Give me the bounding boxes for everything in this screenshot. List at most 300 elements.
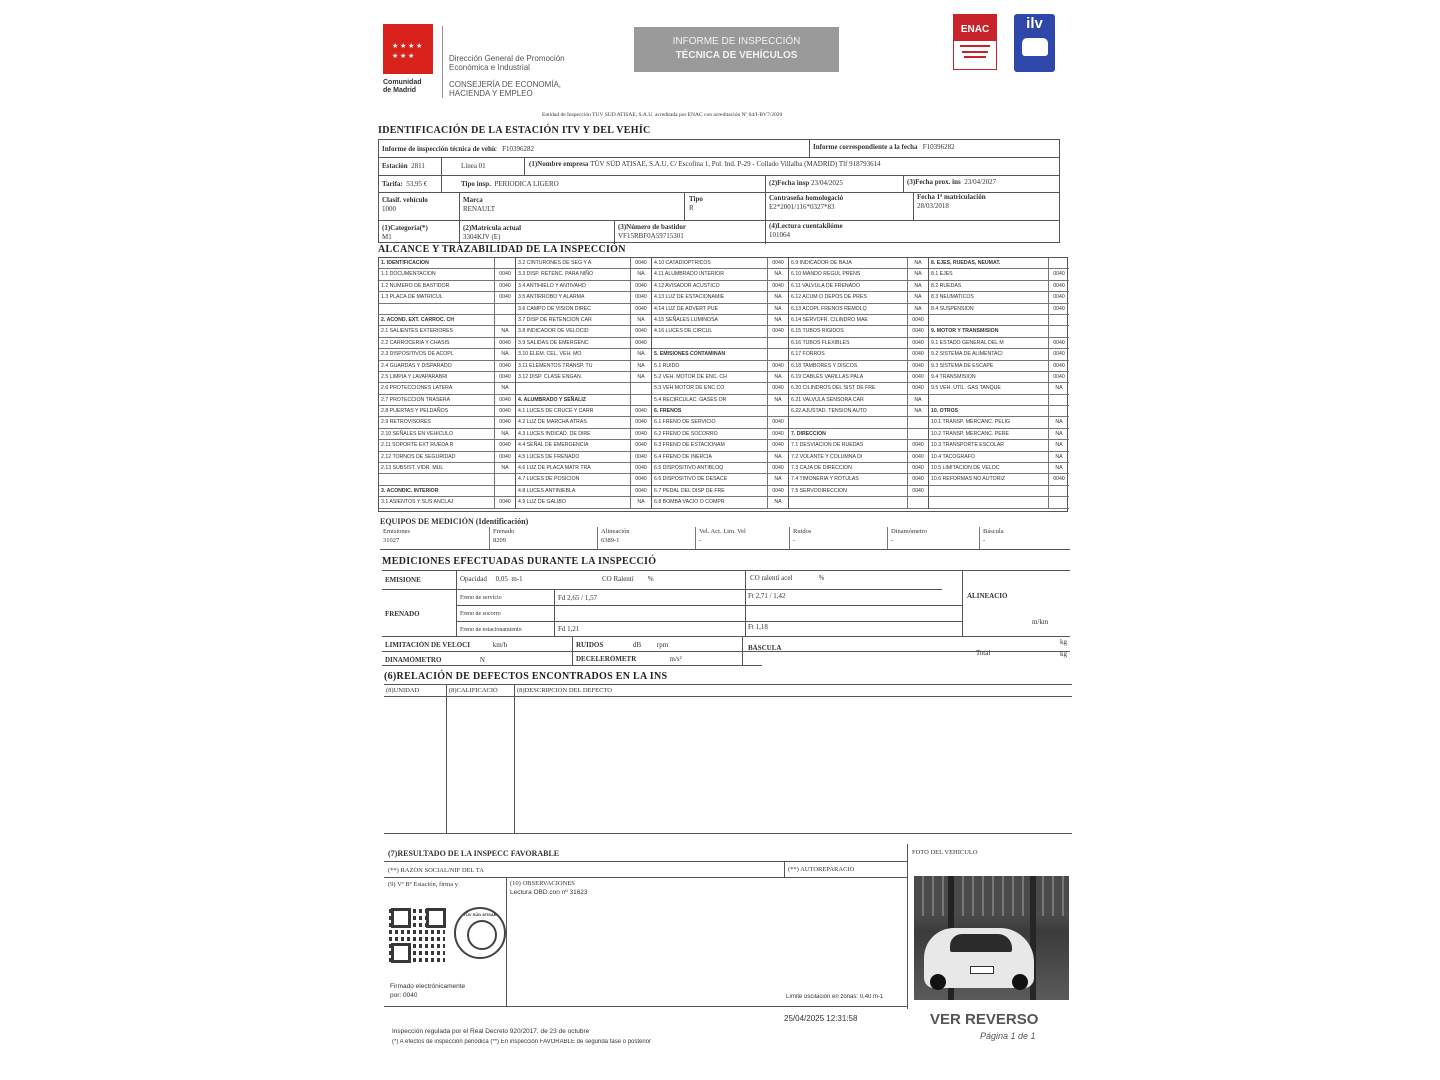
scope-item (929, 349, 1069, 360)
star-icon: ★ (400, 52, 407, 60)
scope-item-inspector: 0040 (630, 338, 651, 348)
star-icon: ★ (392, 42, 399, 50)
enac-logo: ENAC (953, 14, 997, 70)
scope-item-inspector: 0040 (630, 474, 651, 484)
scope-group-header (652, 406, 788, 417)
directorate-name: Dirección General de Promoción Económica e Industrial (449, 54, 565, 72)
scope-item-label: 5.2 VEH. MOTOR DE ENC. CH (654, 373, 727, 380)
scope-item-label: 3.3 DISP. RETENC. PARA NIÑO (518, 271, 594, 278)
scope-item-label: 9.4 TRANSMISION (931, 373, 976, 380)
equipment-label: Dinamómetro (891, 528, 928, 535)
scope-item-inspector: 0040 (1048, 304, 1069, 314)
scope-item-label: 4.7 LUCES DE POSICION (518, 476, 580, 483)
scope-item-inspector: 0040 (630, 440, 651, 450)
equipment-section-title: EQUIPOS DE MEDICIÓN (Identificación) (380, 517, 529, 526)
scope-item-label (929, 486, 1048, 496)
scope-item-inspector: NA (767, 315, 788, 325)
scope-item-inspector: 0040 (1048, 281, 1069, 291)
scope-item-inspector: NA (907, 304, 928, 314)
scope-item (652, 417, 788, 428)
identification-section-title: IDENTIFICACIÓN DE LA ESTACIÓN ITV Y DEL VEHÍC (378, 125, 651, 136)
scope-item-inspector: 0040 (767, 361, 788, 371)
next-inspection-date: 23/04/2027 (964, 178, 997, 186)
scope-item (516, 440, 651, 451)
scope-item-label: 8. EJES, RUEDAS, NEUMAT. (931, 260, 1001, 266)
scope-item-label: 6.10 MANDO REGUL PRENS (791, 271, 861, 278)
scope-item-inspector (767, 338, 788, 348)
scope-item-inspector: NA (630, 315, 651, 325)
report-title-box (634, 27, 839, 72)
scope-item-inspector: 0040 (907, 315, 928, 325)
scope-section-title: ALCANCE Y TRAZABILIDAD DE LA INSPECCIÓN (378, 244, 626, 255)
scope-item (379, 338, 515, 349)
scope-item-label: 6.16 TUBOS FLEXIBLES (791, 339, 850, 346)
scope-item-inspector (1048, 326, 1069, 336)
scope-item-label: 7.3 CAJA DE DIRECCION (791, 465, 852, 472)
scope-item-label: 3.9 SALIDAS DE EMERGENC (518, 339, 589, 346)
scope-item-label: 4.15 SEÑALES LUMINOSA (654, 316, 719, 323)
scope-item-inspector: NA (1048, 463, 1069, 473)
scope-item (652, 281, 788, 292)
ministry-name: CONSEJERÍA DE ECONOMÍA, HACIENDA Y EMPLEO (449, 80, 562, 98)
scope-item-label: 6.1 FRENO DE SERVICIO (654, 419, 716, 426)
star-icon: ★ (400, 42, 407, 50)
scope-item (652, 474, 788, 485)
scope-item (516, 417, 651, 428)
scope-item-label: 2.6 PROTECCIONES LATERA (381, 385, 453, 392)
equipment-label: Ruidos (793, 528, 812, 535)
scope-item (379, 429, 515, 440)
scope-item-inspector: 0040 (630, 429, 651, 439)
scope-item (789, 497, 928, 508)
scope-item (789, 452, 928, 463)
scope-item (789, 406, 928, 417)
observations-value: Lectura OBD.con nº 31623 (510, 889, 588, 896)
star-icon: ★ (416, 42, 423, 50)
scope-item-inspector: NA (494, 383, 515, 393)
scope-item (379, 452, 515, 463)
scope-item-inspector: 0040 (494, 440, 515, 450)
scope-item-label: 7.4 TIMONERIA Y ROTULAS (791, 476, 859, 483)
scope-item (516, 497, 651, 508)
scope-item (929, 497, 1069, 508)
regulation-note: Inspección regulada por el Real Decreto 920/2017, de 23 de octubre (392, 1028, 590, 1035)
scope-item (652, 429, 788, 440)
equipment-value: 6389-1 (601, 537, 620, 544)
scope-item-label: 6.20 CILINDROS DEL SIST DE FRE (791, 385, 876, 392)
scope-item-inspector: 0040 (1048, 372, 1069, 382)
scope-item (929, 269, 1069, 280)
scope-item-inspector: NA (767, 372, 788, 382)
scope-column (379, 258, 516, 509)
scope-item-inspector: 0040 (494, 269, 515, 279)
report-title-line-2: TÉCNICA DE VEHÍCULOS (675, 50, 798, 61)
equipment-cell (490, 527, 598, 549)
service-brake-rear: Ft 2,71 / 1,42 (748, 592, 786, 600)
scope-column (789, 258, 929, 509)
scope-item-label: 2. ACOND. EXT. CARROC. CH (381, 316, 455, 323)
scope-item-label: 6.12 ACUM O DEPOS DE PRES (791, 294, 867, 301)
scope-item-label: 4.10 CATADIOPTRICOS (654, 260, 711, 266)
company-info: TÜV SÜD ATISAE, S.A.U. C/ Escofina 1, Pol. Ind. P-29 - Collado Villalba (MADRID) Tlf 918793614 (590, 160, 881, 168)
scope-item-label: 1.3 PLACA DE MATRICUL (381, 294, 443, 301)
scope-item (652, 440, 788, 451)
scope-item-label (379, 474, 494, 484)
scope-group-header (929, 406, 1069, 417)
scope-column (652, 258, 789, 509)
scope-item (789, 349, 928, 360)
page-number: Página 1 de 1 (980, 1031, 1036, 1041)
equipment-cell (888, 527, 980, 549)
scope-item-inspector: NA (630, 372, 651, 382)
scope-item-label: 6.7 PEDAL DEL DISP DE FRE (654, 487, 725, 494)
scope-item-inspector: 0040 (630, 292, 651, 302)
scope-item-inspector: 0040 (907, 452, 928, 462)
scope-item-inspector (1048, 486, 1069, 496)
scope-group-header (379, 315, 515, 326)
scope-item (929, 452, 1069, 463)
vin-number: VF15RBF0A59715301 (618, 232, 684, 240)
scope-item (789, 474, 928, 485)
scope-item-inspector: NA (630, 361, 651, 371)
scope-item (379, 463, 515, 474)
scope-group-header (789, 429, 928, 440)
license-plate: 3304KJV (E) (463, 233, 501, 241)
scope-item-inspector: 0040 (1048, 474, 1069, 484)
scope-item-label: 9.3 SISTEMA DE ESCAPE (931, 362, 994, 369)
scope-item (652, 452, 788, 463)
scope-item-label: 7.1 DESVIACION DE RUEDAS (791, 442, 864, 449)
scope-item-inspector: 0040 (907, 463, 928, 473)
scope-item-label: 2.1 SALIENTES EXTERIORES (381, 328, 454, 335)
scope-item-label: 8.1 EJES (931, 271, 953, 278)
scope-item-inspector: 0040 (767, 463, 788, 473)
parking-brake-rear: Ft 1,18 (748, 623, 768, 631)
scope-item-inspector: NA (494, 349, 515, 359)
equipment-label: Báscula (983, 528, 1004, 535)
scope-item (929, 281, 1069, 292)
scope-item-label: 3.12 DISP. CLASE ENGAN. (518, 373, 583, 380)
equipment-cell (696, 527, 790, 549)
scope-item-label: 4.13 LUZ DE ESTACIONAMIE (654, 294, 725, 301)
scope-item (516, 269, 651, 280)
scope-item-label: 3.4 ANTIHIELO Y ANTIVAHO (518, 282, 586, 289)
scope-item-label: 9. MOTOR Y TRANSMISION (931, 328, 999, 335)
scope-item (652, 497, 788, 508)
scope-item-label: 1. IDENTIFICACION (381, 260, 429, 266)
scope-item-label (789, 497, 907, 507)
scope-item-inspector: NA (767, 452, 788, 462)
scope-item-label: 8.4 SUSPENSION (931, 305, 974, 312)
scope-item-inspector: NA (494, 429, 515, 439)
scope-group-header (379, 258, 515, 269)
scope-item-label: 6.17 FORROS (791, 351, 825, 358)
scope-item (789, 361, 928, 372)
scope-item-inspector: 0040 (1048, 338, 1069, 348)
scope-item-inspector (494, 474, 515, 484)
scope-item-label: 5. EMISIONES CONTAMINAN (654, 351, 726, 358)
scope-item-label: 3.1 ASIENTOS Y SUS ANCLAJ (381, 499, 454, 506)
scope-item-inspector: 0040 (494, 452, 515, 462)
scope-item-inspector (1048, 315, 1069, 325)
scope-item-label (929, 315, 1048, 325)
scope-item (516, 258, 651, 269)
scope-item-label: 7.2 VOLANTE Y COLUMNA DI (791, 453, 863, 460)
scope-item-label: 3.7 DISP DE RETENCION CAR (518, 316, 592, 323)
scope-item-label: 2.8 PUERTAS Y PELDAÑOS (381, 408, 449, 415)
equipment-cell (380, 527, 490, 549)
scope-column (929, 258, 1069, 509)
scope-item-label: 6.19 CABLES VARILLAS PALA (791, 373, 864, 380)
scope-item-label (929, 497, 1048, 507)
scope-item-inspector: 0040 (767, 440, 788, 450)
equipment-cell (598, 527, 696, 549)
scope-item-label: 4.5 LUCES DE FRENADO (518, 453, 580, 460)
scope-item-label: 10.4 TACOGRAFO (931, 453, 975, 460)
scope-item (929, 463, 1069, 474)
scope-item-inspector: NA (1048, 440, 1069, 450)
scope-item-inspector (494, 258, 515, 268)
scope-item-inspector: 0040 (494, 395, 515, 405)
scope-item-inspector: 0040 (907, 338, 928, 348)
issue-timestamp: 25/04/2025 12:31:58 (784, 1014, 858, 1023)
scope-item-inspector: 0040 (494, 497, 515, 507)
scope-item (789, 395, 928, 406)
scope-item (652, 304, 788, 315)
scope-item-inspector: NA (1048, 452, 1069, 462)
equipment-label: Emisiones (383, 528, 411, 535)
scope-item-inspector: NA (907, 395, 928, 405)
inspection-date: 23/04/2025 (811, 179, 843, 187)
scope-item-inspector: 0040 (907, 372, 928, 382)
scope-item-inspector: NA (907, 406, 928, 416)
scope-item-label: 4.2 LUZ DE MARCHA ATRAS (518, 419, 587, 426)
scope-item (789, 269, 928, 280)
scope-item (789, 338, 928, 349)
scope-item-label: 5.4 RECIRCULAC. GASES OR (654, 396, 727, 403)
scope-item-label: 6. FRENOS (654, 408, 682, 415)
scope-item (516, 338, 651, 349)
scope-item-inspector: 0040 (494, 406, 515, 416)
scope-item-inspector: 0040 (907, 361, 928, 371)
see-reverse-label: VER REVERSO (930, 1011, 1039, 1028)
scope-item-label: 2.3 DISPOSITIVOS DE ACOPL (381, 351, 454, 358)
scope-item-label: 8.3 NEUMATICOS (931, 294, 974, 301)
scope-item-label: 9.1 ESTADO GENERAL DEL M (931, 339, 1004, 346)
scope-item (379, 406, 515, 417)
scope-item (652, 395, 788, 406)
scope-item-label: 10.5 LIMITACION DE VELOC (931, 465, 1000, 472)
ilv-logo: ilv (1014, 14, 1055, 72)
scope-item-inspector (907, 497, 928, 507)
scope-item (929, 315, 1069, 326)
parking-brake-front: Fd 1,21 (558, 625, 580, 633)
scope-item-inspector (630, 395, 651, 405)
scope-item-inspector: 0040 (1048, 292, 1069, 302)
defects-table: (8)UNIDAD (8)CALIFICACIÓ (8)DESCRIPCIÓN DEL DEFECTO (384, 684, 1072, 834)
equipment-cell (790, 527, 888, 549)
scope-item-label: 5.3 VEH MOTOR DE ENC CO (654, 385, 725, 392)
scope-item-label: 8.2 RUEDAS (931, 282, 962, 289)
scope-item (789, 372, 928, 383)
scope-item-inspector: 0040 (907, 486, 928, 496)
scope-item-inspector: NA (494, 463, 515, 473)
scope-item (789, 463, 928, 474)
scope-item-label (929, 395, 1048, 405)
scope-item (516, 281, 651, 292)
scope-item-label: 2.12 TORNOS DE SEGURIDAD (381, 453, 456, 460)
result-label: (7)RESULTADO DE LA INSPECC FAVORABLE (388, 849, 560, 858)
scope-item (379, 440, 515, 451)
qr-code-icon (389, 906, 445, 962)
scope-item (929, 338, 1069, 349)
scope-item-label: 10.6 REFORMAS NO AUTORIZ (931, 476, 1005, 483)
scope-item-inspector: NA (1048, 383, 1069, 393)
scope-item (652, 258, 788, 269)
scope-item-label: 3.10 ELEM. CEL. VEH. MO (518, 351, 582, 358)
scope-item (929, 395, 1069, 406)
scope-group-header (929, 258, 1069, 269)
scope-item-label (516, 383, 630, 393)
scope-item-label: 3. ACONDIC. INTERIOR (381, 487, 439, 494)
scope-item-label: 6.11 VALVULA DE FRENADO (791, 282, 860, 289)
scope-group-header (379, 486, 515, 497)
scope-item-label: 3.2 CINTURONES DE SEG Y A (518, 260, 592, 266)
scope-item-label: 4.14 LUZ DE ADVERT PUE (654, 305, 719, 312)
scope-item-inspector: NA (767, 395, 788, 405)
scope-item-label: 10.3 TRANSPORTE ESCOLAR (931, 442, 1005, 449)
scope-item (652, 361, 788, 372)
scope-item-label: 1.2 NUMERO DE BASTIDOR (381, 282, 450, 289)
scope-item (929, 372, 1069, 383)
scope-item (516, 452, 651, 463)
scope-item-inspector: 0040 (630, 406, 651, 416)
defects-section-title: (6)RELACIÓN DE DEFECTOS ENCONTRADOS EN LA INS (384, 671, 668, 682)
scope-item (516, 292, 651, 303)
scope-item-label: 6.2 FRENO DE SOCORRO (654, 430, 718, 437)
scope-item (789, 486, 928, 497)
scope-item (929, 292, 1069, 303)
scope-item (929, 474, 1069, 485)
report-title-line-1: INFORME DE INSPECCIÓN (672, 36, 801, 47)
scope-item (516, 361, 651, 372)
equipment-value: - (699, 537, 702, 544)
equipment-value: 8209 (493, 537, 506, 544)
scope-item-inspector: 0040 (630, 304, 651, 314)
scope-item-inspector: 0040 (494, 281, 515, 291)
scope-item-inspector: NA (767, 292, 788, 302)
scope-item-inspector: 0040 (494, 292, 515, 302)
scope-item-label: 2.4 GUARDAS Y DISPARADO (381, 362, 452, 369)
scope-item-inspector: NA (630, 349, 651, 359)
result-block: (7)RESULTADO DE LA INSPECC FAVORABLE FOTO DEL VEHÍCULO (**) RAZÓN SOCIAL/NIF DEL TA (**) AUTOREPARACIÓ (9) Vº Bº Estación, firma y (10) OBSERVACIONES Lectura OBD.con nº 31623 TÜV SÜD ATISAE Firmado electrónicamente por: 0040 Límite oscilación en zonas: 0,40 m-1 (384, 844, 1074, 1009)
scope-item-inspector: NA (767, 497, 788, 507)
scope-item (379, 304, 515, 315)
scope-item-inspector: NA (767, 269, 788, 279)
scope-item-label: 4.4 SEÑAL DE EMERGENCIA (518, 442, 589, 449)
scope-item-label: 6.15 TUBOS RIGIDOS (791, 328, 844, 335)
scope-item (379, 372, 515, 383)
scope-item-inspector: 0040 (630, 258, 651, 268)
scope-item-label: 10.2 TRANSP. MERCANC. PERE (931, 430, 1009, 437)
scope-item (379, 417, 515, 428)
scope-item (789, 281, 928, 292)
scope-item (516, 326, 651, 337)
scope-item-inspector: NA (907, 292, 928, 302)
scope-item-label: 6.6 DISPOSITIVO DE DESACE (654, 476, 728, 483)
scope-item (379, 349, 515, 360)
scope-item (929, 429, 1069, 440)
scope-column (516, 258, 652, 509)
odometer-reading: 101064 (769, 231, 790, 239)
scope-item-label (789, 417, 907, 427)
measurements-table: EMISIONE Opacidad 0,05 m-1 CO Ralentí % CO ralentí acel % ALINEACIÓ m/km FRENADO Freno de servicio Freno de socorro Freno de estacionamiento Fd 2,65 / 1,57 Ft 2,71 / 1,42 Fd 1,21 Ft 1,18 LIMITACIÓN DE VELOCI km/h RUIDOS dB rpm BÁSCULA kg Total kg DINAMÓMETRO N DECELERÓMETR m/s² (382, 570, 1070, 670)
scope-item-inspector: 0040 (1048, 349, 1069, 359)
scope-item-inspector: NA (907, 269, 928, 279)
scope-item (516, 463, 651, 474)
equipment-label: Frenado (493, 528, 515, 535)
scope-item-label: 4.12 AVISADOR ACUSTICO (654, 282, 720, 289)
scope-item-inspector: 0040 (630, 463, 651, 473)
scope-item-inspector: 0040 (630, 417, 651, 427)
scope-item (379, 281, 515, 292)
scope-item (516, 429, 651, 440)
star-icon: ★ (408, 42, 415, 50)
scope-item-inspector: NA (630, 497, 651, 507)
scope-item-inspector: NA (767, 304, 788, 314)
scope-item-label: 6.8 BOMBA VACIO O COMPR (654, 499, 725, 506)
scope-item-inspector: 0040 (767, 417, 788, 427)
equipment-value: 31027 (383, 537, 400, 544)
scope-item-label: 7.5 SERVODIRECCION (791, 487, 847, 494)
scope-group-header (929, 326, 1069, 337)
scope-item-label: 6.14 SERVOFR. CILINDRO MAE (791, 316, 868, 323)
scope-item-label: 2.11 SOPORTE EXT RUEDA R (381, 442, 454, 449)
scope-item-inspector: 0040 (907, 474, 928, 484)
scope-item-label: 9.2 SISTEMA DE ALIMENTACI (931, 351, 1003, 358)
scope-item-inspector: NA (494, 326, 515, 336)
regulation-footnote: (*) A efectos de inspección periódica (**) En inspección FAVORABLE de segunda fase o posterior (392, 1039, 652, 1045)
scope-item (789, 315, 928, 326)
scope-item-label: 2.13 SUBSIST. VIDR. MUL (381, 465, 444, 472)
scope-item (379, 383, 515, 394)
scope-item-label: 6.4 FRENO DE INERCIA (654, 453, 712, 460)
scope-item (929, 440, 1069, 451)
scope-item-inspector: NA (1048, 417, 1069, 427)
scope-item (379, 292, 515, 303)
scope-item-label: 2.7 PROTECCION TRASERA (381, 396, 451, 403)
scope-item-label: 6.13 ACOPL FRENOS REMOLQ (791, 305, 867, 312)
scope-item-inspector (907, 429, 928, 439)
result-value: FAVORABLE (510, 849, 560, 858)
inspection-report-page (360, 0, 1070, 1080)
madrid-flag-logo (383, 24, 433, 74)
scope-item-inspector: NA (767, 474, 788, 484)
equipment-label: Vel. Act. Lim. Vel (699, 528, 746, 535)
scope-group-header (516, 395, 651, 406)
scope-item-inspector: 0040 (630, 326, 651, 336)
scope-item-inspector (767, 406, 788, 416)
scope-item-label: 4. ALUMBRADO Y SEÑALIZ (518, 396, 586, 403)
scope-item-label (379, 304, 494, 314)
scope-item-label: 6.5 DISPOSITIVO ANTIBLOQ (654, 465, 724, 472)
scope-item (789, 383, 928, 394)
scope-item-inspector: 0040 (907, 383, 928, 393)
scope-item-label: 2.10 SEÑALES EN VEHICULO (381, 430, 454, 437)
scope-item-label: 6.9 INDICADOR DE BAJA (791, 260, 852, 266)
scope-item (652, 326, 788, 337)
opacity-value: 0,05 (495, 575, 508, 583)
